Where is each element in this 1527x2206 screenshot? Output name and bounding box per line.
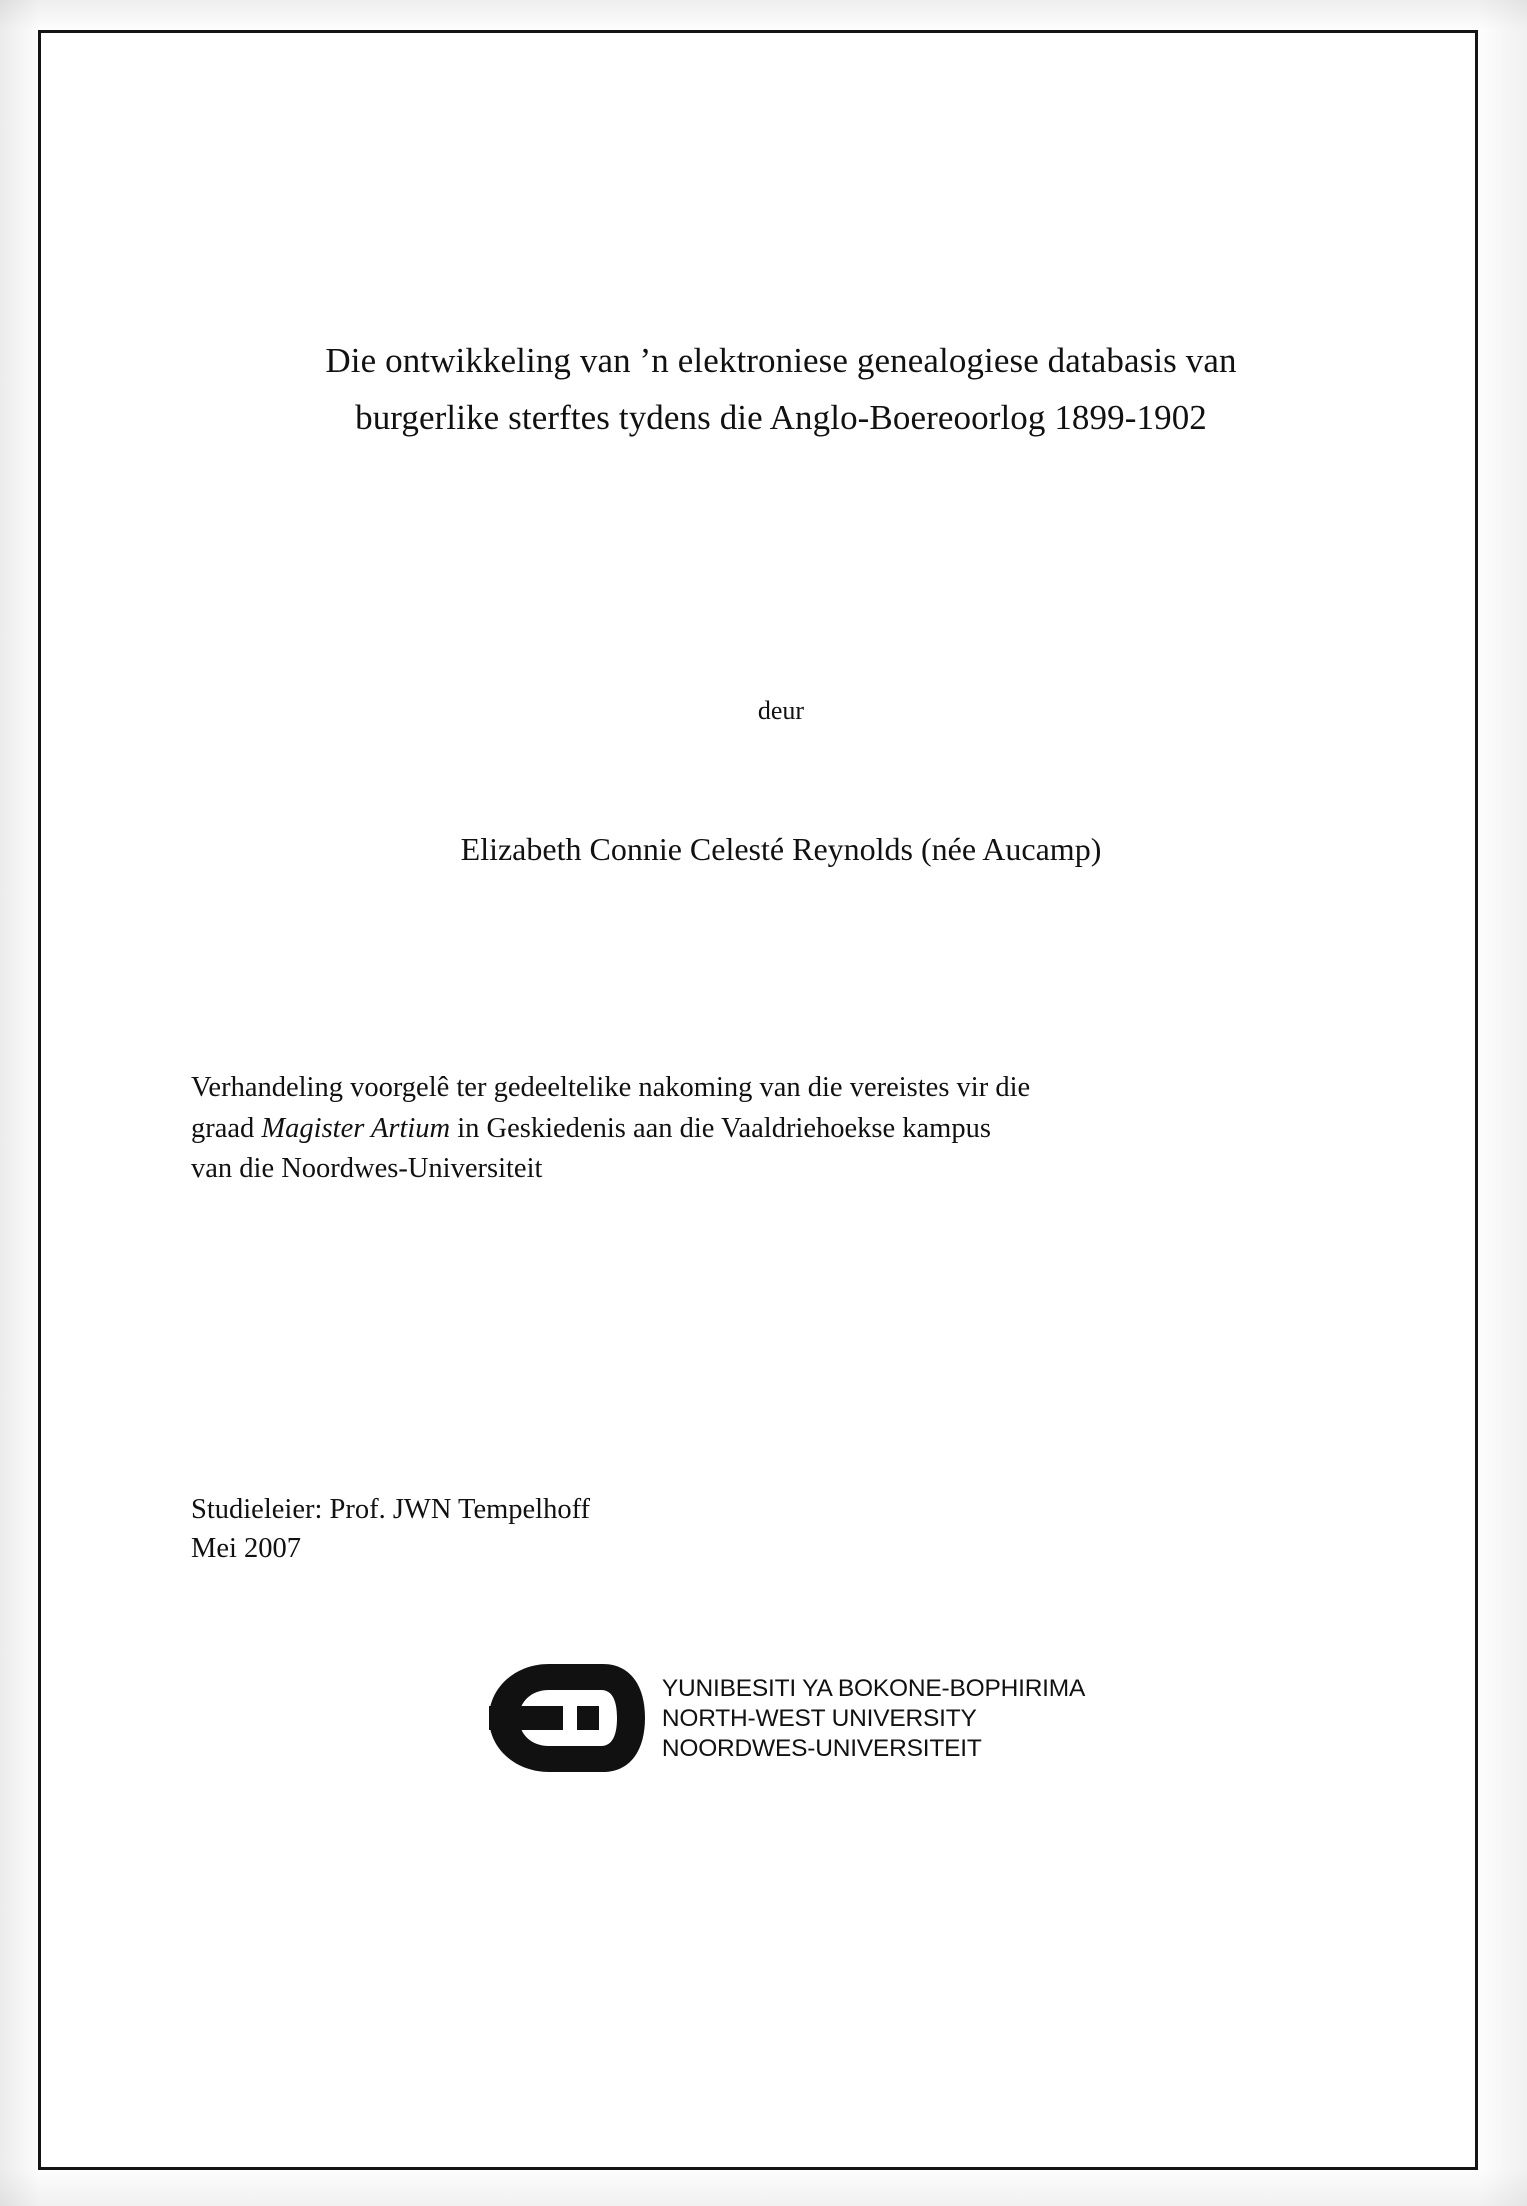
page-edge-shadow-left — [0, 0, 40, 2206]
page-edge-shadow-right — [1479, 0, 1527, 2206]
title-line-1: Die ontwikkeling van ’n elektroniese genealogiese databasis van — [325, 341, 1237, 380]
supervisor-block — [191, 1490, 1371, 1569]
supervisor-line: Studieleier: Prof. JWN Tempelhoff — [191, 1493, 591, 1525]
degree-name-italic: Magister Artium — [261, 1112, 451, 1144]
degree-statement-line-2-post: in Geskiedenis aan die Vaaldriehoekse kampus — [450, 1112, 991, 1144]
degree-statement-line-2 — [191, 1109, 1301, 1149]
page-edge-shadow-top — [0, 0, 1527, 30]
logo-text-line-2: NORTH-WEST UNIVERSITY — [661, 1705, 977, 1732]
author-prefix-label: deur — [757, 696, 805, 726]
logo-text-line-1: YUNIBESITI YA BOKONE-BOPHIRIMA — [661, 1675, 1086, 1703]
university-logo-text — [662, 1674, 1085, 1764]
submission-date: Mei 2007 — [191, 1533, 302, 1565]
degree-statement-line-3: van die Noordwes-Universiteit — [191, 1153, 543, 1185]
author-name: Elizabeth Connie Celesté Reynolds (née Aucamp) — [460, 831, 1102, 868]
title-page-content — [191, 333, 1371, 1781]
degree-statement-line-1: Verhandeling voorgelê ter gedeeltelike nakoming van die vereistes vir die — [191, 1072, 1031, 1104]
logo-text-line-3: NOORDWES-UNIVERSITEIT — [661, 1734, 982, 1762]
page-edge-shadow-bottom — [0, 2170, 1527, 2206]
university-logo-row — [191, 1656, 1371, 1781]
title-line-2: burgerlike sterftes tydens die Anglo-Boereoorlog 1899-1902 — [355, 397, 1207, 437]
north-west-university-logo-icon — [477, 1656, 652, 1781]
degree-statement — [191, 1068, 1301, 1189]
page-title — [196, 333, 1366, 446]
page-border-frame — [38, 30, 1478, 2170]
degree-statement-line-2-pre: graad — [191, 1112, 262, 1144]
